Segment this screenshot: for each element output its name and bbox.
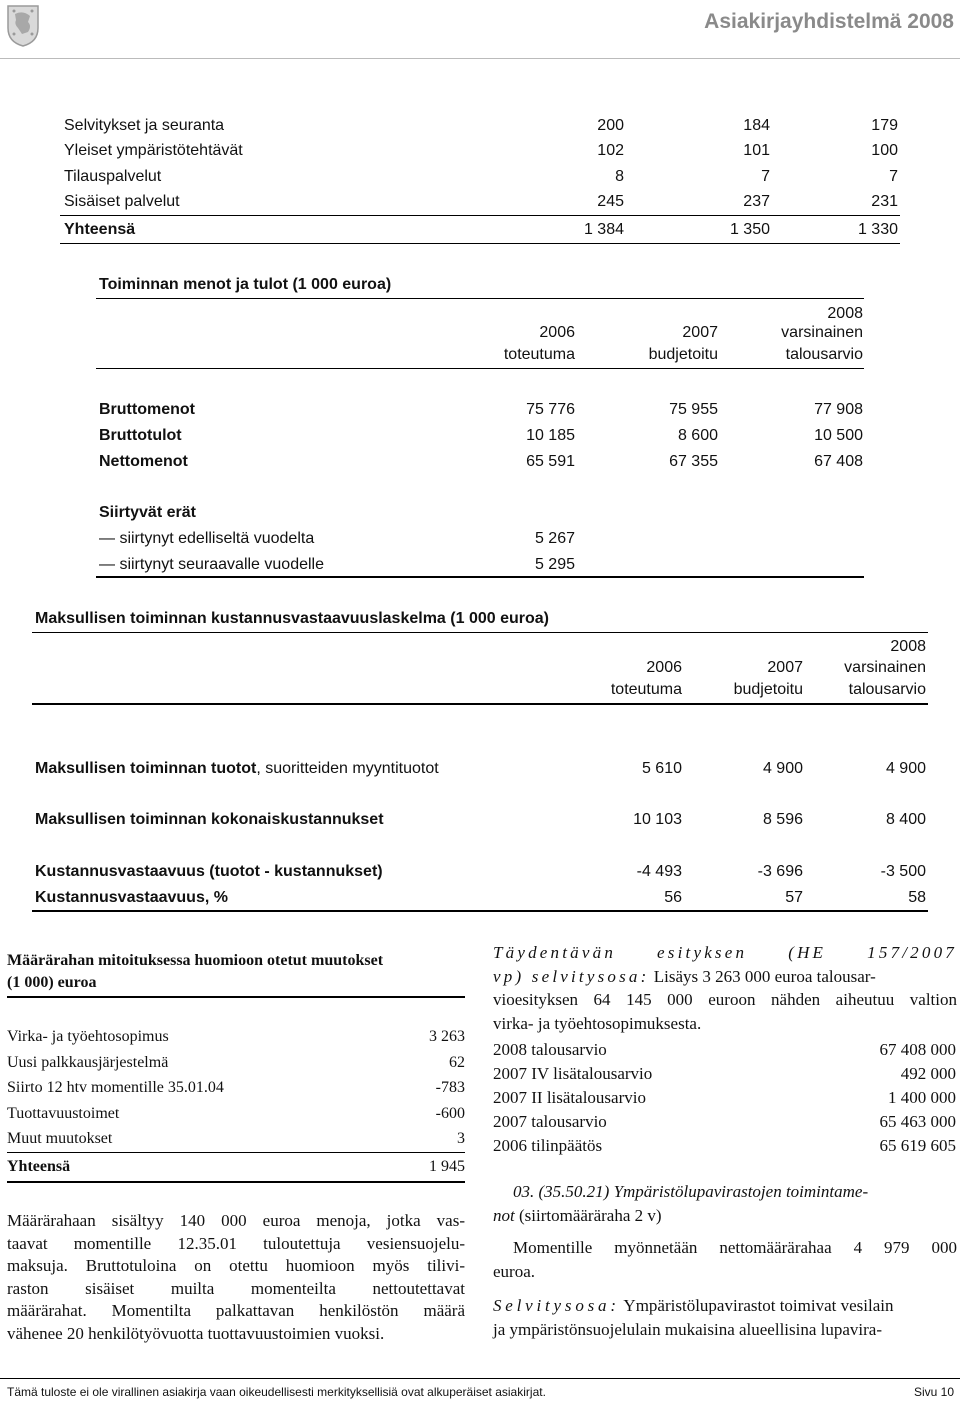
table-row-label: Sisäiset palvelut — [64, 193, 180, 210]
total-label: Yhteensä — [64, 221, 136, 238]
selvitys-rest: Ympäristölupavirastot toimivat vesilain — [619, 1296, 894, 1315]
table-cell: 101 — [743, 142, 770, 159]
table-cell: 65 619 605 — [879, 1136, 956, 1155]
table-cell: 5 610 — [641, 760, 682, 777]
table-cell: -783 — [435, 1079, 465, 1096]
table-cell: 10 185 — [526, 427, 575, 444]
table-row-label — [35, 760, 439, 778]
table-cell: 7 — [889, 168, 898, 185]
table-cell: 75 955 — [669, 401, 718, 418]
table-cell: 62 — [449, 1054, 465, 1071]
table-cell: -600 — [435, 1105, 465, 1122]
table-cell: 179 — [871, 117, 898, 134]
table-cell: 10 500 — [814, 427, 863, 444]
column-header: 2008 — [827, 305, 863, 322]
paragraph-line: vioesityksen 64 145 000 euroon nähden aiheutuu valtion — [493, 990, 957, 1009]
column-header: 2006 — [646, 659, 682, 676]
table-cell: 58 — [908, 889, 926, 906]
column-header: 2008 — [890, 638, 926, 655]
divider — [96, 298, 864, 299]
income-label-rest: , suoritteiden myyntituotot — [256, 760, 439, 777]
document-title: Asiakirjayhdistelmä 2008 — [704, 10, 954, 33]
income-label-bold: Maksullisen toiminnan tuotot — [35, 760, 257, 777]
table-cell: 57 — [785, 889, 803, 906]
total-label: Yhteensä — [7, 1158, 71, 1175]
table-cell: 5 295 — [534, 556, 575, 573]
column-header: varsinainen — [781, 324, 863, 341]
table-cell: 1 945 — [429, 1158, 465, 1175]
table-cell: 75 776 — [526, 401, 575, 418]
table-cell: 245 — [597, 193, 624, 210]
transfers-title: Siirtyvät erät — [99, 504, 196, 521]
table-row-label: 2008 talousarvio — [493, 1040, 607, 1059]
table-row-label: Muut muutokset — [7, 1130, 113, 1147]
divider — [60, 215, 900, 216]
table-row-label: Maksullisen toiminnan kokonaiskustannukset — [35, 811, 384, 828]
column-header: 2007 — [682, 324, 718, 341]
supplement-heading-rest: Lisäys 3 263 000 euroa talousar- — [649, 966, 876, 986]
table-cell: 1 400 000 — [888, 1088, 956, 1107]
table-cell: 8 — [615, 168, 624, 185]
table-cell: 8 600 — [677, 427, 718, 444]
table-row-label: Kustannusvastaavuus (tuotot - kustannukset) — [35, 863, 383, 880]
table-cell: 77 908 — [814, 401, 863, 418]
item-line: 03. (35.50.21) Ympäristölupavirastojen toimintame- — [513, 1182, 869, 1201]
section-title: Toiminnan menot ja tulot (1 000 euroa) — [99, 276, 392, 293]
coat-of-arms-logo — [6, 4, 40, 48]
table-row-label: Yleiset ympäristötehtävät — [64, 142, 243, 159]
table-row-label: — siirtynyt seuraavalle vuodelle — [99, 556, 324, 573]
table-cell: 1 350 — [729, 221, 770, 238]
column-header: toteutuma — [610, 681, 682, 698]
section-title: Maksullisen toiminnan kustannusvastaavuuslaskelma (1 000 euroa) — [35, 610, 549, 627]
column-header: varsinainen — [844, 659, 926, 676]
table-row-label: 2007 II lisätalousarvio — [493, 1088, 646, 1107]
divider — [32, 910, 928, 912]
table-cell: 1 330 — [857, 221, 898, 238]
page-number: Sivu 10 — [913, 1385, 954, 1399]
supplement-section — [493, 941, 957, 1035]
column-header: talousarvio — [785, 346, 863, 363]
table-row-label: — siirtynyt edelliseltä vuodelta — [99, 530, 315, 547]
table-cell: 4 900 — [885, 760, 926, 777]
table-cell: 4 900 — [762, 760, 803, 777]
table-row-label: 2007 IV lisätalousarvio — [493, 1064, 653, 1083]
divider — [7, 1181, 465, 1183]
table-row-label: Nettomenot — [99, 453, 188, 470]
divider — [7, 1152, 465, 1153]
paragraph-line: taavat momentille 12.35.01 tuloutettuja vesiensuojelu- — [7, 1233, 465, 1253]
item-heading — [493, 1180, 957, 1227]
table-cell: 8 596 — [762, 811, 803, 828]
table-row-label: Tilauspalvelut — [64, 168, 162, 185]
divider — [96, 576, 864, 578]
divider — [7, 996, 465, 998]
table-row-label: Tuottavuustoimet — [7, 1105, 120, 1122]
table-row-label: Kustannusvastaavuus, % — [35, 889, 228, 906]
table-row-label: 2006 tilinpäätös — [493, 1136, 603, 1155]
table-row-label: Siirto 12 htv momentille 35.01.04 — [7, 1079, 224, 1096]
table-cell: 56 — [664, 889, 682, 906]
table-cell: 3 263 — [429, 1028, 465, 1045]
selvitys-label: Selvitysosa: — [493, 1296, 620, 1315]
divider — [60, 243, 900, 244]
table-cell: 67 355 — [669, 453, 718, 470]
footer-note: Tämä tuloste ei ole virallinen asiakirja vaan oikeudellisesti merkityksellisiä ovat alkuperäiset asiakirjat. — [7, 1385, 546, 1399]
column-header: toteutuma — [503, 346, 575, 363]
table-row-label: 2007 talousarvio — [493, 1112, 607, 1131]
paragraph-line: virka- ja työehtosopimuksesta. — [493, 1013, 702, 1033]
table-cell: 67 408 — [814, 453, 863, 470]
table-cell: 100 — [871, 142, 898, 159]
table-cell: -3 500 — [880, 863, 926, 880]
column-header: budjetoitu — [733, 681, 803, 698]
table-row-label: Bruttomenot — [99, 401, 195, 418]
changes-paragraph — [7, 1210, 465, 1345]
table-cell: 1 384 — [583, 221, 624, 238]
table-cell: 67 408 000 — [879, 1040, 956, 1059]
paragraph-line: Määrärahaan sisältyy 140 000 euroa menoja, jotka vas- — [7, 1211, 465, 1230]
table-cell: 65 463 000 — [879, 1112, 956, 1131]
table-cell: 231 — [871, 193, 898, 210]
table-row-label: Selvitykset ja seuranta — [64, 117, 225, 134]
divider — [96, 368, 864, 369]
column-header: talousarvio — [848, 681, 926, 698]
table-cell: 184 — [743, 117, 770, 134]
paragraph-line: vähenee 20 henkilötyövuotta tuottavuustoimien vuoksi. — [7, 1323, 385, 1343]
divider — [32, 703, 928, 705]
table-cell: 492 000 — [900, 1064, 956, 1083]
table-cell: 10 103 — [633, 811, 682, 828]
paragraph-line: ja ympäristönsuojelulain mukaisina alueellisina lupavira- — [493, 1319, 883, 1339]
table-cell: 200 — [597, 117, 624, 134]
column-header: 2007 — [767, 659, 803, 676]
column-header: budjetoitu — [648, 346, 718, 363]
column-header: 2006 — [539, 324, 575, 341]
table-cell: 237 — [743, 193, 770, 210]
paragraph-line: määrärahat. Momentilta palkattavan henkilöstön määrä — [7, 1301, 465, 1320]
paragraph-line: raston sisäiset muilta momenteilta nettoutettavat — [7, 1278, 465, 1298]
table-cell: 102 — [597, 142, 624, 159]
table-row-label: Virka- ja työehtosopimus — [7, 1028, 169, 1045]
divider — [32, 632, 928, 633]
table-cell: 3 — [457, 1130, 465, 1147]
table-cell: -3 696 — [757, 863, 803, 880]
section-title: (1 000) euroa — [7, 974, 97, 991]
table-row-label: Bruttotulot — [99, 427, 182, 444]
table-cell: 7 — [761, 168, 770, 185]
selvitys-text — [493, 1294, 957, 1341]
paragraph-line: euroa. — [493, 1261, 536, 1281]
supplement-heading: Täydentävän esityksen (HE 157/2007 — [493, 943, 957, 962]
footer-rule — [0, 1378, 960, 1379]
header-rule — [0, 58, 960, 59]
table-cell: 5 267 — [534, 530, 575, 547]
table-cell: 8 400 — [885, 811, 926, 828]
supplement-heading-spaced: vp) selvitysosa: — [493, 966, 650, 986]
grant-text — [493, 1236, 957, 1283]
table-cell: -4 493 — [636, 863, 682, 880]
table-cell: 65 591 — [526, 453, 575, 470]
section-title: Määrärahan mitoituksessa huomioon otetut muutokset — [7, 952, 384, 969]
table-row-label: Uusi palkkausjärjestelmä — [7, 1054, 169, 1071]
paragraph-line: Momentille myönnetään nettomäärärahaa 4 979 000 — [513, 1238, 957, 1257]
paragraph-line: maksuja. Bruttotuloina on otettu huomioon myös tilivi- — [7, 1256, 465, 1275]
item-line-rest: (siirtomääräraha 2 v) — [514, 1205, 662, 1225]
item-line-italic: not — [493, 1205, 515, 1225]
